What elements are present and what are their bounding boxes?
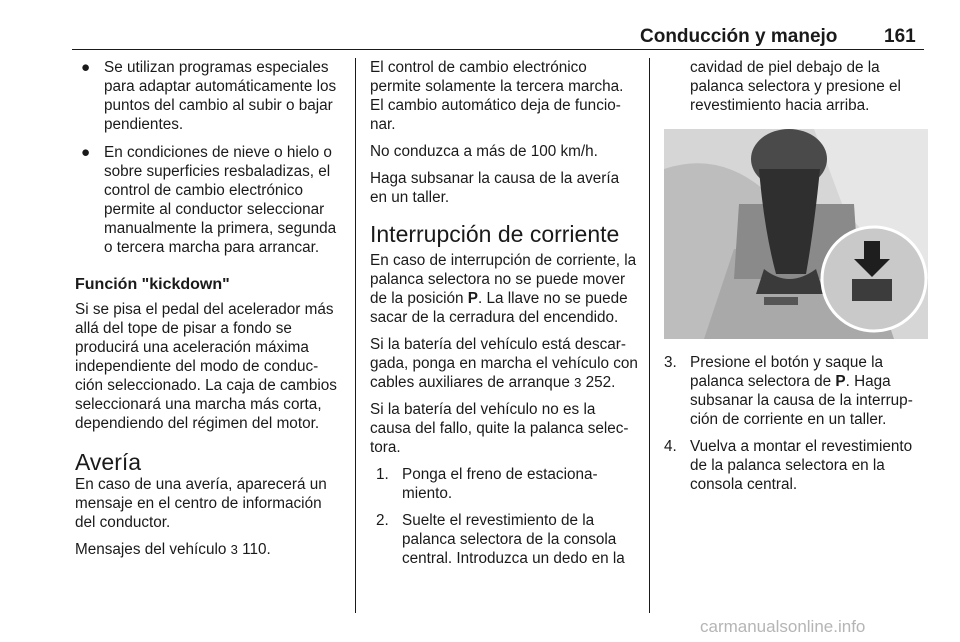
column-3	[664, 58, 928, 502]
bullet-icon: ●	[81, 144, 91, 161]
column-2	[370, 58, 638, 576]
header-rule	[72, 49, 924, 50]
vehicle-messages-text: Mensajes del vehículo	[75, 541, 227, 558]
step-item	[376, 511, 638, 568]
column-divider-2	[649, 58, 650, 613]
power-interruption-heading: Interrupción de corriente	[370, 221, 620, 247]
step-number: 3.	[664, 354, 677, 371]
kickdown-paragraph: Si se pisa el pedal del acelerador más allá del tope de pisar a fondo se producirá una aceleración máxima independiente del modo de conduc-ción seleccionado. La caja de cambios seleccionará una marcha más corta, dependiendo del régimen del motor.	[75, 301, 337, 432]
page-reference-link[interactable]: 110.	[242, 541, 271, 558]
page-reference-icon: 3	[574, 375, 582, 390]
step-number: 1.	[376, 466, 389, 483]
paragraph: El control de cambio electrónico permite solamente la tercera marcha. El cambio automático deja de funcio-nar.	[370, 59, 624, 133]
paragraph: En caso de interrupción de corriente, la palanca selectora no se puede mover de la posición P. La llave no se puede sacar de la cerradura del encendido.	[370, 252, 637, 326]
averia-heading: Avería	[75, 449, 142, 475]
paragraph: Haga subsanar la causa de la avería en un taller.	[370, 170, 620, 206]
bullet-item	[75, 58, 343, 134]
step-text: Suelte el revestimiento de la palanca selectora de la consola central. Introduzca un dedo en la	[402, 512, 625, 567]
step-continuation: cavidad de piel debajo de la palanca selectora y presione el revestimiento hacia arriba.	[690, 59, 901, 114]
gear-selector-illustration	[664, 129, 928, 339]
bullet-text: En condiciones de nieve o hielo o sobre superficies resbaladizas, el control de cambio electrónico permite al conductor seleccionar manualmente la primera, segunda o tercera marcha para arrancar.	[104, 144, 337, 256]
step-item	[664, 437, 928, 494]
paragraph: Si la batería del vehículo está descar-gada, ponga en marcha el vehículo con cables auxiliares de arranque 3 252.	[370, 336, 638, 391]
page-number: 161	[884, 26, 916, 47]
bullet-item	[75, 143, 343, 257]
column-1	[75, 58, 343, 567]
bullet-icon: ●	[81, 59, 91, 76]
step-text: Ponga el freno de estaciona-miento.	[402, 466, 598, 502]
column-divider-1	[355, 58, 356, 613]
vehicle-messages-ref	[75, 540, 343, 559]
paragraph: No conduzca a más de 100 km/h.	[370, 143, 598, 160]
position-p-label: P	[467, 290, 478, 307]
paragraph: Si la batería del vehículo no es la causa del fallo, quite la palanca selec-tora.	[370, 401, 629, 456]
step-item	[664, 353, 928, 429]
watermark: carmanualsonline.info	[700, 617, 866, 636]
step-text: Presione el botón y saque la palanca selectora de P. Haga subsanar la causa de la interrup-ción de corriente en un taller.	[690, 354, 913, 428]
page-reference-link[interactable]: 252.	[585, 374, 616, 391]
step-item	[376, 465, 638, 503]
page-header-title: Conducción y manejo	[640, 26, 838, 47]
step-text: Vuelva a montar el revestimiento de la palanca selectora en la consola central.	[690, 438, 913, 493]
step-number: 2.	[376, 512, 389, 529]
kickdown-heading: Función "kickdown"	[75, 276, 230, 293]
position-p-label: P	[835, 373, 846, 390]
bullet-text: Se utilizan programas especiales para adaptar automáticamente los puntos del cambio al subir o bajar pendientes.	[104, 59, 337, 133]
averia-paragraph: En caso de una avería, aparecerá un mensaje en el centro de información del conductor.	[75, 476, 327, 531]
step-number: 4.	[664, 438, 677, 455]
page-reference-icon: 3	[230, 542, 238, 557]
